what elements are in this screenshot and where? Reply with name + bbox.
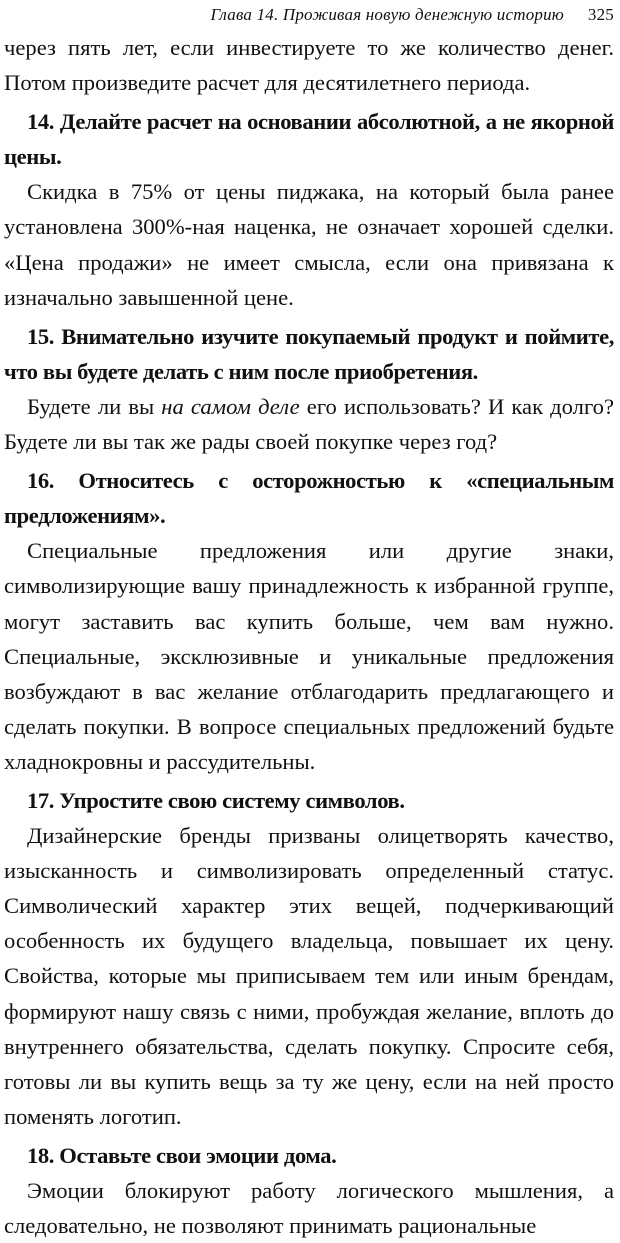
heading-14: 14. Делайте расчет на основании абсолютной, а не якорной цены. bbox=[4, 109, 614, 170]
heading-15: 15. Внимательно изучите покупаемый продукт и поймите, что вы будете делать с ним после приобретения. bbox=[4, 323, 614, 384]
paragraph-15 bbox=[4, 389, 614, 459]
paragraph-15-italic: на самом деле bbox=[161, 393, 300, 419]
heading-18: 18. Оставьте свои эмоции дома. bbox=[27, 1142, 337, 1168]
paragraph-16: Специальные предложения или другие знаки, символизирующие вашу принадлежность к избранной группе, могут заставить вас купить больше, чем вам нужно. Специальные, эксклюзивные и уникальные предложения возбуждают в вас желание отблагодарить предлагающего и сделать покупки. В вопросе специальных предложений будьте хладнокровны и рассудительны. bbox=[4, 538, 614, 774]
heading-16: 16. Относитесь с осторожностью к «специальным предложениям». bbox=[4, 468, 614, 529]
chapter-title: Глава 14. Проживая новую денежную историю bbox=[210, 5, 564, 24]
paragraph-continuation: через пять лет, если инвестируете то же количество денег. Потом произведите расчет для десятилетнего периода. bbox=[4, 35, 614, 96]
running-head bbox=[4, 0, 614, 30]
paragraph-17: Дизайнерские бренды призваны олицетворять качество, изысканность и символизировать определенный статус. Символический характер этих вещей, подчеркивающий особенность их будущего владельца, повышает их цену. Свойства, которые мы приписываем тем или иным брендам, формируют нашу связь с ними, пробуждая желание, вплоть до внутреннего обязательства, сделать покупку. Спросите себя, готовы ли вы купить вещь за ту же цену, если на ней просто поменять логотип. bbox=[4, 823, 614, 1129]
paragraph-15-part-2: его использовать? И как долго? Будете ли вы так же рады своей покупке через год? bbox=[4, 393, 614, 455]
paragraph-15-part-1: Будете ли вы bbox=[27, 393, 162, 419]
book-page bbox=[4, 0, 614, 1239]
page-body bbox=[4, 30, 614, 1243]
heading-17: 17. Упростите свою систему символов. bbox=[27, 787, 405, 813]
paragraph-14: Скидка в 75% от цены пиджака, на который была ранее установлена 300%-ная наценка, не означает хорошей сделки. «Цена продажи» не имеет смысла, если она привязана к изначально завышенной цене. bbox=[4, 179, 614, 310]
page-number: 325 bbox=[587, 5, 614, 24]
paragraph-18: Эмоции блокируют работу логического мышления, а следовательно, не позволяют принимать рациональные bbox=[4, 1178, 614, 1239]
